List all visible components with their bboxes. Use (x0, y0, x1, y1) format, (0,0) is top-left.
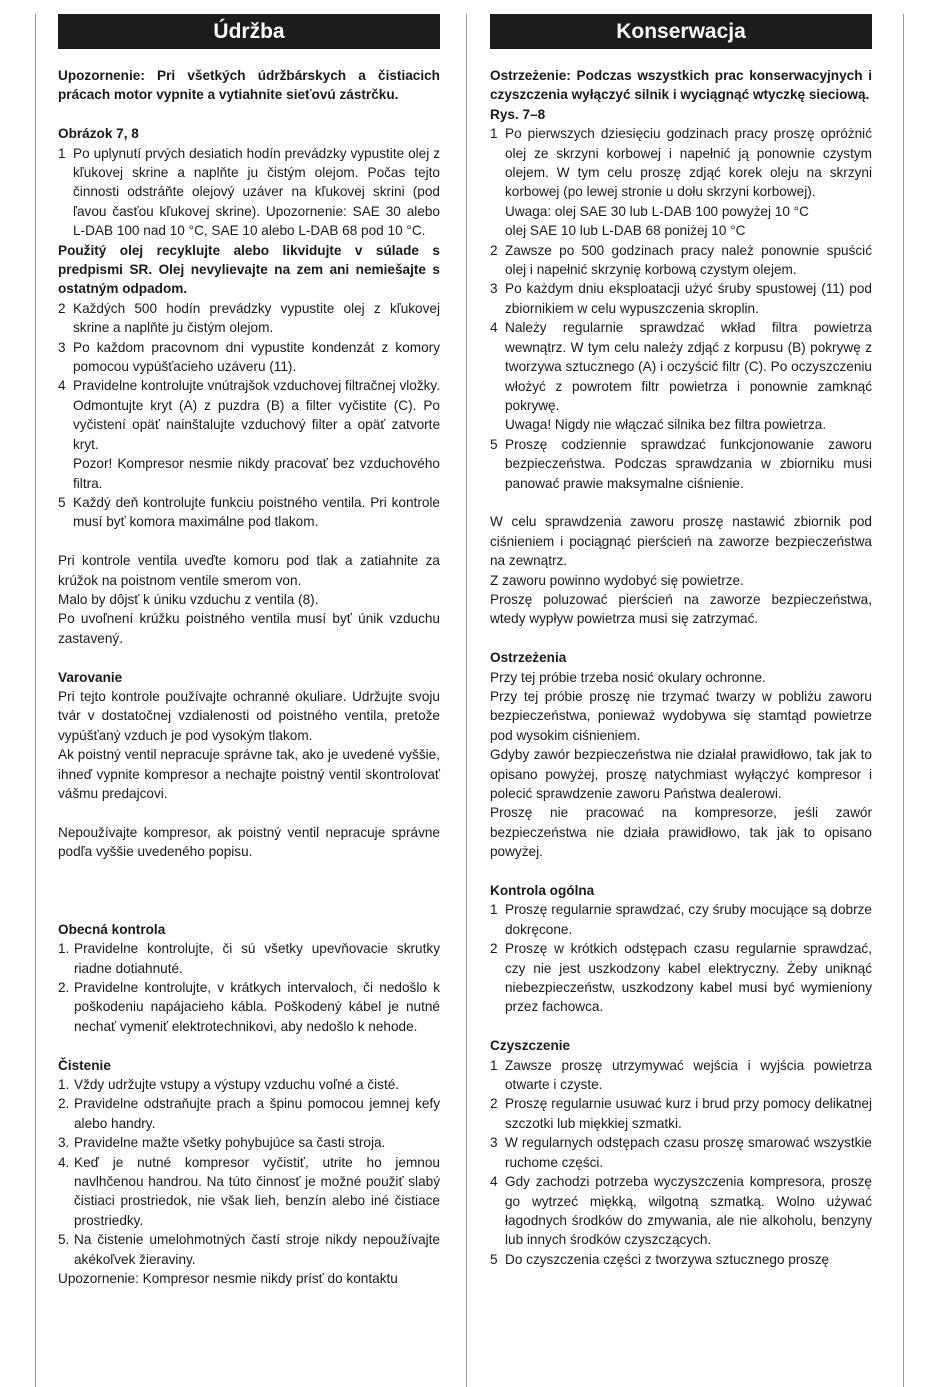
warning-paragraph: Proszę nie pracować na kompresorze, jeśli zawór bezpieczeństwa nie działa prawidłowo, tak jak to opisano powyżej. (490, 805, 872, 860)
list-item: 1. Pravidelne kontrolujte, či sú všetky upevňovacie skrutky riadne dotiahnuté. (58, 941, 440, 976)
list-item: 2 Proszę w krótkich odstępach czasu regularnie sprawdzać, czy nie jest uszkodzony kabel elektryczny. Żeby uniknąć niebezpieczeństw, uszkodzony kabel musi być wymieniony przez fachowca. (490, 941, 872, 1015)
list-item: 2 Každých 500 hodín prevádzky vypustite olej z kľukovej skrine a naplňte ju čistým olejom. (58, 300, 440, 336)
left-margin-rule (35, 14, 36, 1387)
section-title: Konserwacja (490, 14, 872, 49)
valve-paragraph: Z zaworu powinno wydobyć się powietrze. (490, 572, 744, 588)
safety-warning: Ostrzeżenie: Podczas wszystkich prac konserwacyjnych i czyszczenia wyłączyć silnik i wyciągnąć wtyczkę sieciową. (490, 68, 872, 103)
list-item: 1 Po uplynutí prvých desiatich hodín prevádzky vypustite olej z kľukovej skrine a naplňte ju čistým olejom. Počas tejto činnosti odstráňte olejový uzáver na kľukovej skrini (pod ľavou časťou kľukovej skrine). Upozornenie: SAE 30 alebo L-DAB 100 nad 10 °C, SAE 10 alebo L-DAB 68 pod 10 °C. (58, 145, 440, 239)
warning-paragraph: Ak poistný ventil nepracuje správne tak, ako je uvedené vyššie, ihneď vypnite kompresor a nechajte poistný ventil skontrolovať vášmu predajcovi. (58, 747, 440, 801)
figure-reference: Obrázok 7, 8 (58, 126, 139, 142)
list-item: 5. Na čistenie umelohmotných častí stroje nikdy nepoužívajte akékoľvek žieraviny. (58, 1232, 440, 1267)
warning-paragraph: Gdyby zawór bezpieczeństwa nie działał prawidłowo, tak jak to opisano powyżej, proszę natychmiast wyłączyć kompresor i polecić sprawdzenie zaworu Państwa dealerowi. (490, 747, 872, 801)
valve-paragraph: Po uvoľnení krúžku poistného ventila musí byť únik vzduchu zastavený. (58, 611, 440, 646)
list-item: 2 Zawsze po 500 godzinach pracy należ ponownie spuścić olej i napełnić skrzynię korbową czystym olejem. (490, 242, 872, 278)
cleaning-heading: Čistenie (58, 1057, 111, 1073)
list-item: 3. Pravidelne mažte všetky pohybujúce sa časti stroja. (58, 1135, 386, 1151)
list-item: 4 Pravidelne kontrolujte vnútrajšok vzduchovej filtračnej vložky. Odmontujte kryt (A) z puzdra (B) a filter vyčistite (C). Po vyčistení opäť nainštalujte vzduchový filter a opäť zatvorte kryt. Pozor! Kompresor nesmie nikdy pracovať bez vzduchového filtra. (58, 378, 440, 491)
list-item: 3 Po każdym dniu eksploatacji użyć śruby spustowej (11) pod zbiornikiem w celu wypuszczenia skroplin. (490, 281, 872, 316)
center-rule (466, 14, 467, 1387)
cleaning-heading: Czyszczenie (490, 1038, 571, 1054)
valve-paragraph: Proszę poluzować pierścień na zaworze bezpieczeństwa, wtedy wypływ powietrza musi się zatrzymać. (490, 591, 872, 627)
warning-paragraph: Przy tej próbie proszę nie trzymać twarzy w pobliżu zaworu bezpieczeństwa, ponieważ wydobywa się stamtąd powietrze pod wysokim ciśnieniem. (490, 688, 872, 743)
warning-paragraph: Pri tejto kontrole používajte ochranné okuliare. Udržujte svoju tvár v dostatočnej vzdialenosti od poistného ventila, pretože vypúšťaný vzduch je pod vysokým tlakom. (58, 688, 440, 743)
warning-heading: Varovanie (58, 669, 123, 685)
general-check-heading: Obecná kontrola (58, 921, 166, 937)
safety-warning: Upozornenie: Pri všetkých údržbárskych a čistiacich prácach motor vypnite a vytiahnite sieťovú zástrčku. (58, 68, 440, 103)
list-item: 2. Pravidelne odstraňujte prach a špinu pomocou jemnej kefy alebo handry. (58, 1096, 440, 1131)
valve-paragraph: W celu sprawdzenia zaworu proszę nastawić zbiornik pod ciśnieniem i pociągnąć pierścień na zaworze bezpieczeństwa na zewnątrz. (490, 514, 872, 569)
list-item: 4 Należy regularnie sprawdzać wkład filtra powietrza wewnątrz. W tym celu należy zdjąć z korpusu (B) pokrywę z tworzywa sztucznego (A) i oczyścić filtr (C). Po oczyszczeniu włożyć z powrotem filtr powietrza i ponownie zamknąć pokrywę. Uwaga! Nigdy nie włączać silnika bez filtra powietrza. (490, 320, 872, 433)
list-item: 3 W regularnych odstępach czasu proszę smarować wszystkie ruchome części. (490, 1135, 872, 1170)
warning-paragraph: Nepoužívajte kompresor, ak poistný ventil nepracuje správne podľa vyššie uvedeného popisu. (58, 824, 440, 860)
list-item: 4. Keď je nutné kompresor vyčistiť, utrite ho jemnou navlhčenou handrou. Na túto činnosť je možné použiť slabý čistiaci prostriedok, nie však lieh, benzín alebo iné čistiace prostriedky. (58, 1154, 440, 1228)
right-column (490, 14, 872, 1269)
list-item: 2 Proszę regularnie usuwać kurz i brud przy pomocy delikatnej szczotki lub miękkiej szmatki. (490, 1096, 872, 1131)
general-check-heading: Kontrola ogólna (490, 883, 595, 899)
list-item: 1 Zawsze proszę utrzymywać wejścia i wyjścia powietrza otwarte i czyste. (490, 1057, 872, 1093)
valve-paragraph: Malo by dôjsť k úniku vzduchu z ventila (8). (58, 591, 319, 607)
list-item: 5 Proszę codziennie sprawdzać funkcjonowanie zaworu bezpieczeństwa. Podczas sprawdzania w zbiorniku musi panować prawie maksymalne ciśnienie. (490, 436, 872, 491)
list-item: 1 Po pierwszych dziesięciu godzinach pracy proszę opróżnić olej ze skrzyni korbowej i napełnić ją ponownie czystym olejem. W tym celu proszę zdjąć korek oleju na skrzyni korbowej (po lewej stronie u dołu skrzyni korbowej). Uwaga: olej SAE 30 lub L-DAB 100 powyżej 10 °C olej SAE 10 lub L-DAB 68 poniżej 10 °C (490, 126, 872, 239)
list-item: 1. Vždy udržujte vstupy a výstupy vzduchu voľné a čisté. (58, 1077, 400, 1092)
warning-heading: Ostrzeżenia (490, 650, 567, 666)
list-item: 5 Do czyszczenia części z tworzywa sztucznego proszę (490, 1251, 830, 1267)
list-item: 4 Gdy zachodzi potrzeba wyczyszczenia kompresora, proszę go wytrzeć miękką, wilgotną szmatką. Wolno używać łagodnych środków do zmywania, ale nie alkoholu, benzyny lub innych środków czyszczących. (490, 1174, 872, 1248)
list-item: 3 Po každom pracovnom dni vypustite kondenzát z komory pomocou vypúšťacieho uzáveru (11). (58, 339, 440, 375)
right-margin-rule (903, 14, 904, 1387)
warning-paragraph: Przy tej próbie trzeba nosić okulary ochronne. (490, 669, 766, 685)
list-item: 1 Proszę regularnie sprawdzać, czy śruby mocujące są dobrze dokręcone. (490, 902, 872, 937)
section-title: Údržba (58, 14, 440, 49)
figure-reference: Rys. 7–8 (490, 106, 546, 122)
left-column (58, 14, 440, 1288)
final-note: Upozornenie: Kompresor nesmie nikdy prísť do kontaktu (58, 1271, 398, 1287)
recycle-note: Použitý olej recyklujte alebo likvidujte v súlade s predpismi SR. Olej nevylievajte na zem ani nemiešajte s ostatným odpadom. (58, 242, 440, 297)
list-item: 5 Každý deň kontrolujte funkciu poistného ventila. Pri kontrole musí byť komora maximálne pod tlakom. (58, 494, 440, 530)
valve-paragraph: Pri kontrole ventila uveďte komoru pod tlak a zatiahnite za krúžok na poistnom ventile smerom von. (58, 553, 440, 588)
list-item: 2. Pravidelne kontrolujte, v krátkych intervaloch, či nedošlo k poškodeniu napájacieho kábla. Poškodený kábel je nutné nechať vymeniť elektrotechnikovi, aby nedošlo k nehode. (58, 979, 440, 1034)
